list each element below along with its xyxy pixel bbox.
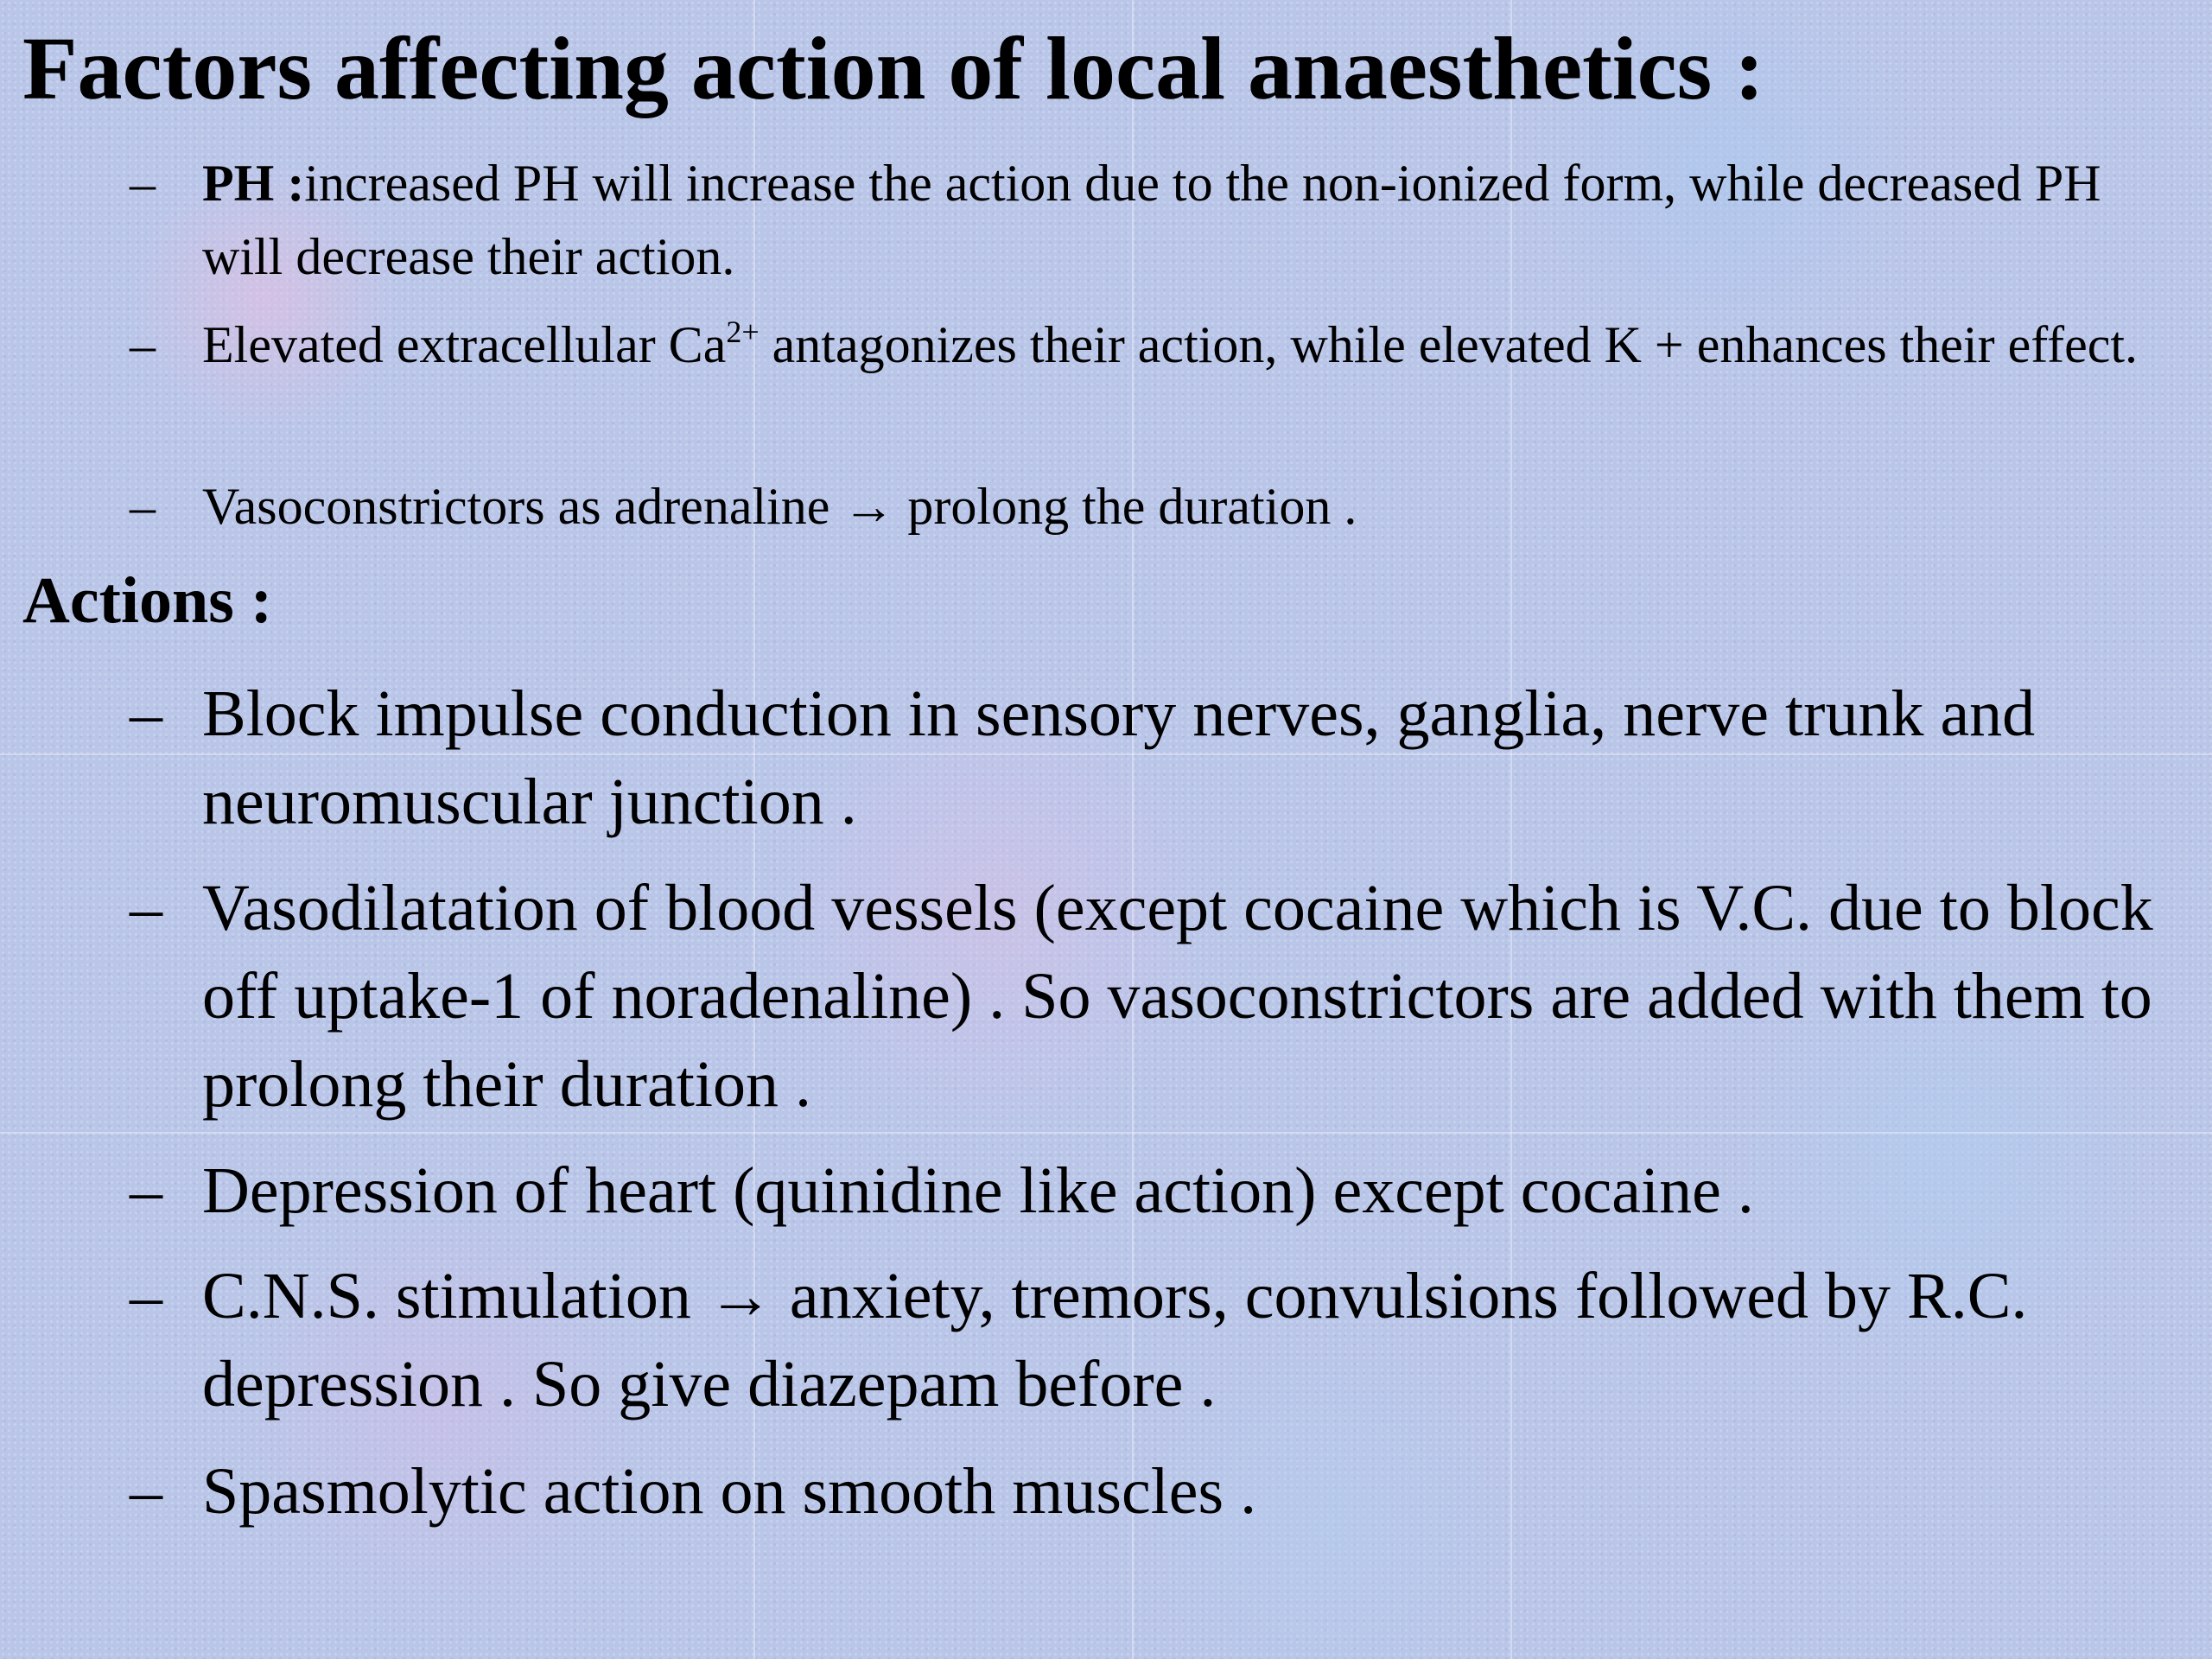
action-text: Depression of heart (quinidine like action) except cocaine .	[202, 1154, 1754, 1227]
superscript: 2+	[726, 315, 760, 350]
factor-text	[202, 147, 2190, 294]
action-text: C.N.S. stimulation → anxiety, tremors, convulsions followed by R.C. depression . So give diazepam before .	[202, 1260, 2028, 1421]
bullet-dash: –	[130, 1455, 162, 1528]
action-text: Block impulse conduction in sensory nerves, ganglia, nerve trunk and neuromuscular junction .	[202, 677, 2036, 838]
bullet-dash: –	[130, 677, 162, 750]
factor-body-start: Elevated extracellular Ca	[202, 316, 727, 373]
bullet-dash: –	[130, 872, 162, 944]
background-seam	[0, 1132, 2212, 1134]
action-text: Spasmolytic action on smooth muscles .	[202, 1455, 1257, 1528]
bullet-dash: –	[130, 316, 156, 373]
bullet-dash: –	[130, 1260, 162, 1332]
bullet-dash: –	[130, 478, 156, 535]
bullet-dash: –	[130, 155, 156, 212]
factor-body: Vasoconstrictors as adrenaline → prolong the duration .	[202, 478, 1357, 535]
action-text: Vasodilatation of blood vessels (except cocaine which is V.C. due to block off uptake-1 of noradenaline) . So vasoconstrictors are added with them to prolong their duration .	[202, 872, 2153, 1121]
bullet-dash: –	[130, 1154, 162, 1227]
factor-text	[202, 308, 2190, 382]
slide-title: Factors affecting action of local anaesthetics :	[22, 19, 1764, 118]
actions-heading: Actions :	[22, 564, 273, 637]
factor-body: increased PH will increase the action due to the non-ionized form, while decreased PH will decrease their action.	[202, 155, 2101, 285]
factor-lead: PH :	[202, 155, 305, 212]
factor-body-end: antagonizes their action, while elevated K + enhances their effect.	[759, 316, 2139, 373]
